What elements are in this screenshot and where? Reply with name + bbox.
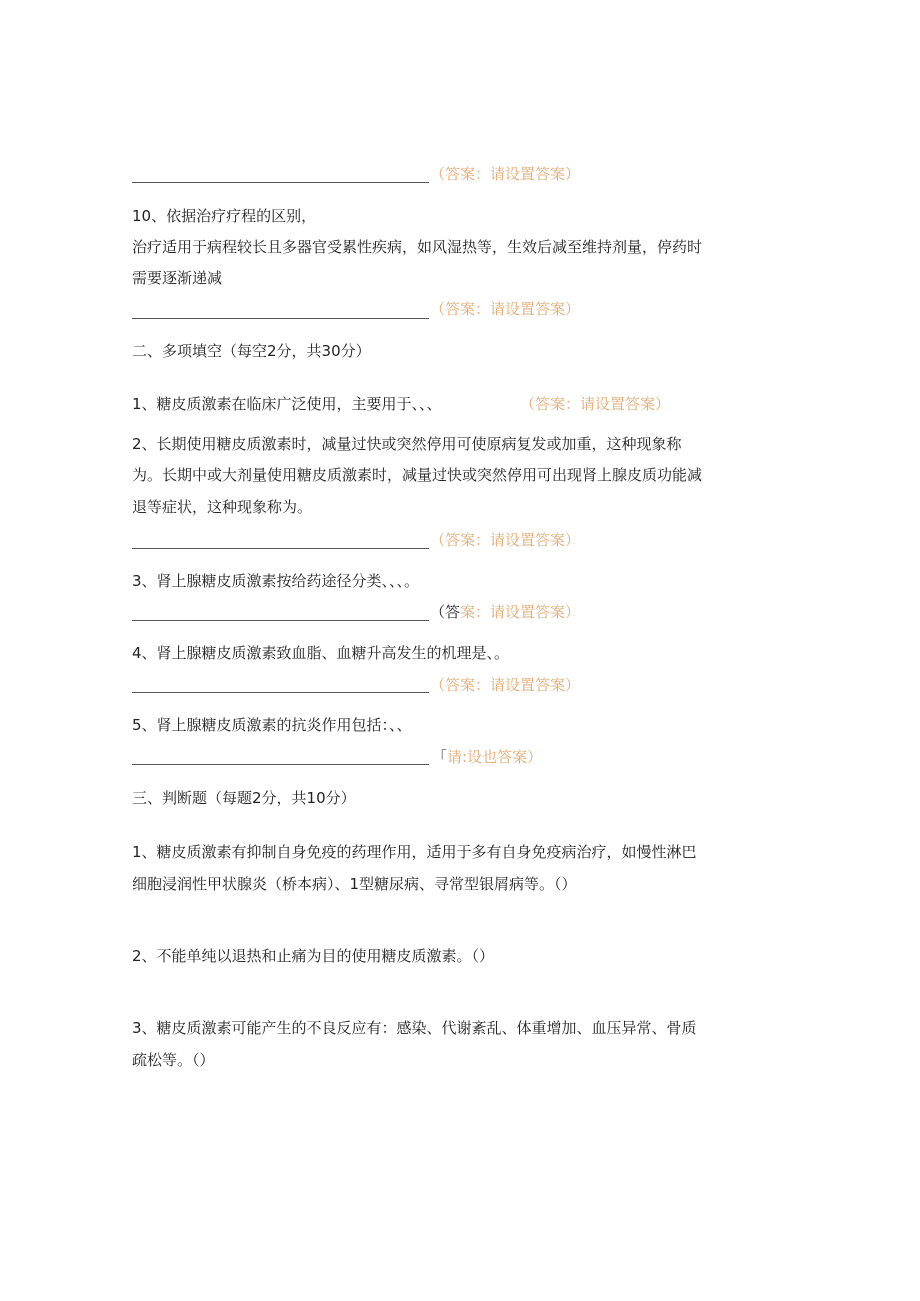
question-2-2-line-1: 2、长期使用糖皮质激素时，减量过快或突然停用可使原病复发或加重，这种现象称 bbox=[132, 435, 682, 453]
question-2-4: 4、肾上腺糖皮质激素致血脂、血糖升高发生的机理是、。 bbox=[132, 644, 510, 662]
question-3-1-line-2: 细胞浸润性甲状腺炎（桥本病）、1型糖尿病、寻常型银屑病等。（） bbox=[132, 875, 577, 893]
answer-placeholder: （答案：请设置答案） bbox=[430, 300, 581, 318]
answer-blank-line[interactable] bbox=[132, 318, 429, 319]
answer-placeholder: （答案：请设置答案） bbox=[430, 531, 581, 549]
answer-placeholder bbox=[430, 604, 580, 621]
answer-blank-line[interactable] bbox=[132, 692, 429, 693]
question-2-2-line-3: 退等症状，这种现象称为。 bbox=[132, 498, 313, 516]
answer-blank-line[interactable] bbox=[132, 548, 429, 549]
answer-placeholder-prefix: 「 bbox=[432, 748, 448, 766]
question-3-2: 2、不能单纯以退热和止痛为目的使用糖皮质激素。（） bbox=[132, 947, 495, 965]
question-2-2-line-2: 为。长期中或大剂量使用糖皮质激素时，减量过快或突然停用可出现肾上腺皮质功能减 bbox=[132, 466, 703, 484]
answer-placeholder-rest: 请:设也答案） bbox=[447, 748, 543, 766]
question-3-3-line-2: 疏松等。（） bbox=[132, 1051, 215, 1069]
answer-placeholder-rest: 案：请设置答案） bbox=[460, 603, 581, 621]
section-heading-true-false: 三、判断题（每题2分，共10分） bbox=[132, 789, 356, 807]
question-3-3-line-1: 3、糖皮质激素可能产生的不良反应有：感染、代谢紊乱、体重增加、血压异常、骨质 bbox=[132, 1019, 697, 1037]
answer-placeholder: （答案：请设置答案） bbox=[520, 395, 671, 413]
answer-placeholder: （答案：请设置答案） bbox=[430, 676, 581, 694]
question-10-line-2: 治疗适用于病程较长且多器官受累性疾病，如风湿热等，生效后减至维持剂量，停药时 bbox=[132, 238, 703, 256]
question-2-5: 5、肾上腺糖皮质激素的抗炎作用包括：、、 bbox=[132, 716, 412, 734]
question-10-line-3: 需要逐渐递减 bbox=[132, 269, 223, 287]
question-2-1: 1、糖皮质激素在临床广泛使用，主要用于、、、 bbox=[132, 395, 442, 413]
question-2-3: 3、肾上腺糖皮质激素按给药途径分类、、、。 bbox=[132, 572, 420, 590]
answer-placeholder-prefix: （答 bbox=[430, 603, 461, 621]
answer-blank-line[interactable] bbox=[132, 764, 429, 765]
question-10-line-1: 10、依据治疗疗程的区别， bbox=[132, 207, 317, 225]
question-3-1-line-1: 1、糖皮质激素有抑制自身免疫的药理作用，适用于多有自身免疫病治疗，如慢性淋巴 bbox=[132, 843, 697, 861]
answer-placeholder bbox=[432, 749, 542, 766]
answer-blank-line[interactable] bbox=[132, 620, 429, 621]
answer-blank-line[interactable] bbox=[132, 182, 429, 183]
answer-placeholder: （答案：请设置答案） bbox=[430, 165, 581, 183]
section-heading-multi-fill: 二、多项填空（每空2分，共30分） bbox=[132, 342, 371, 360]
